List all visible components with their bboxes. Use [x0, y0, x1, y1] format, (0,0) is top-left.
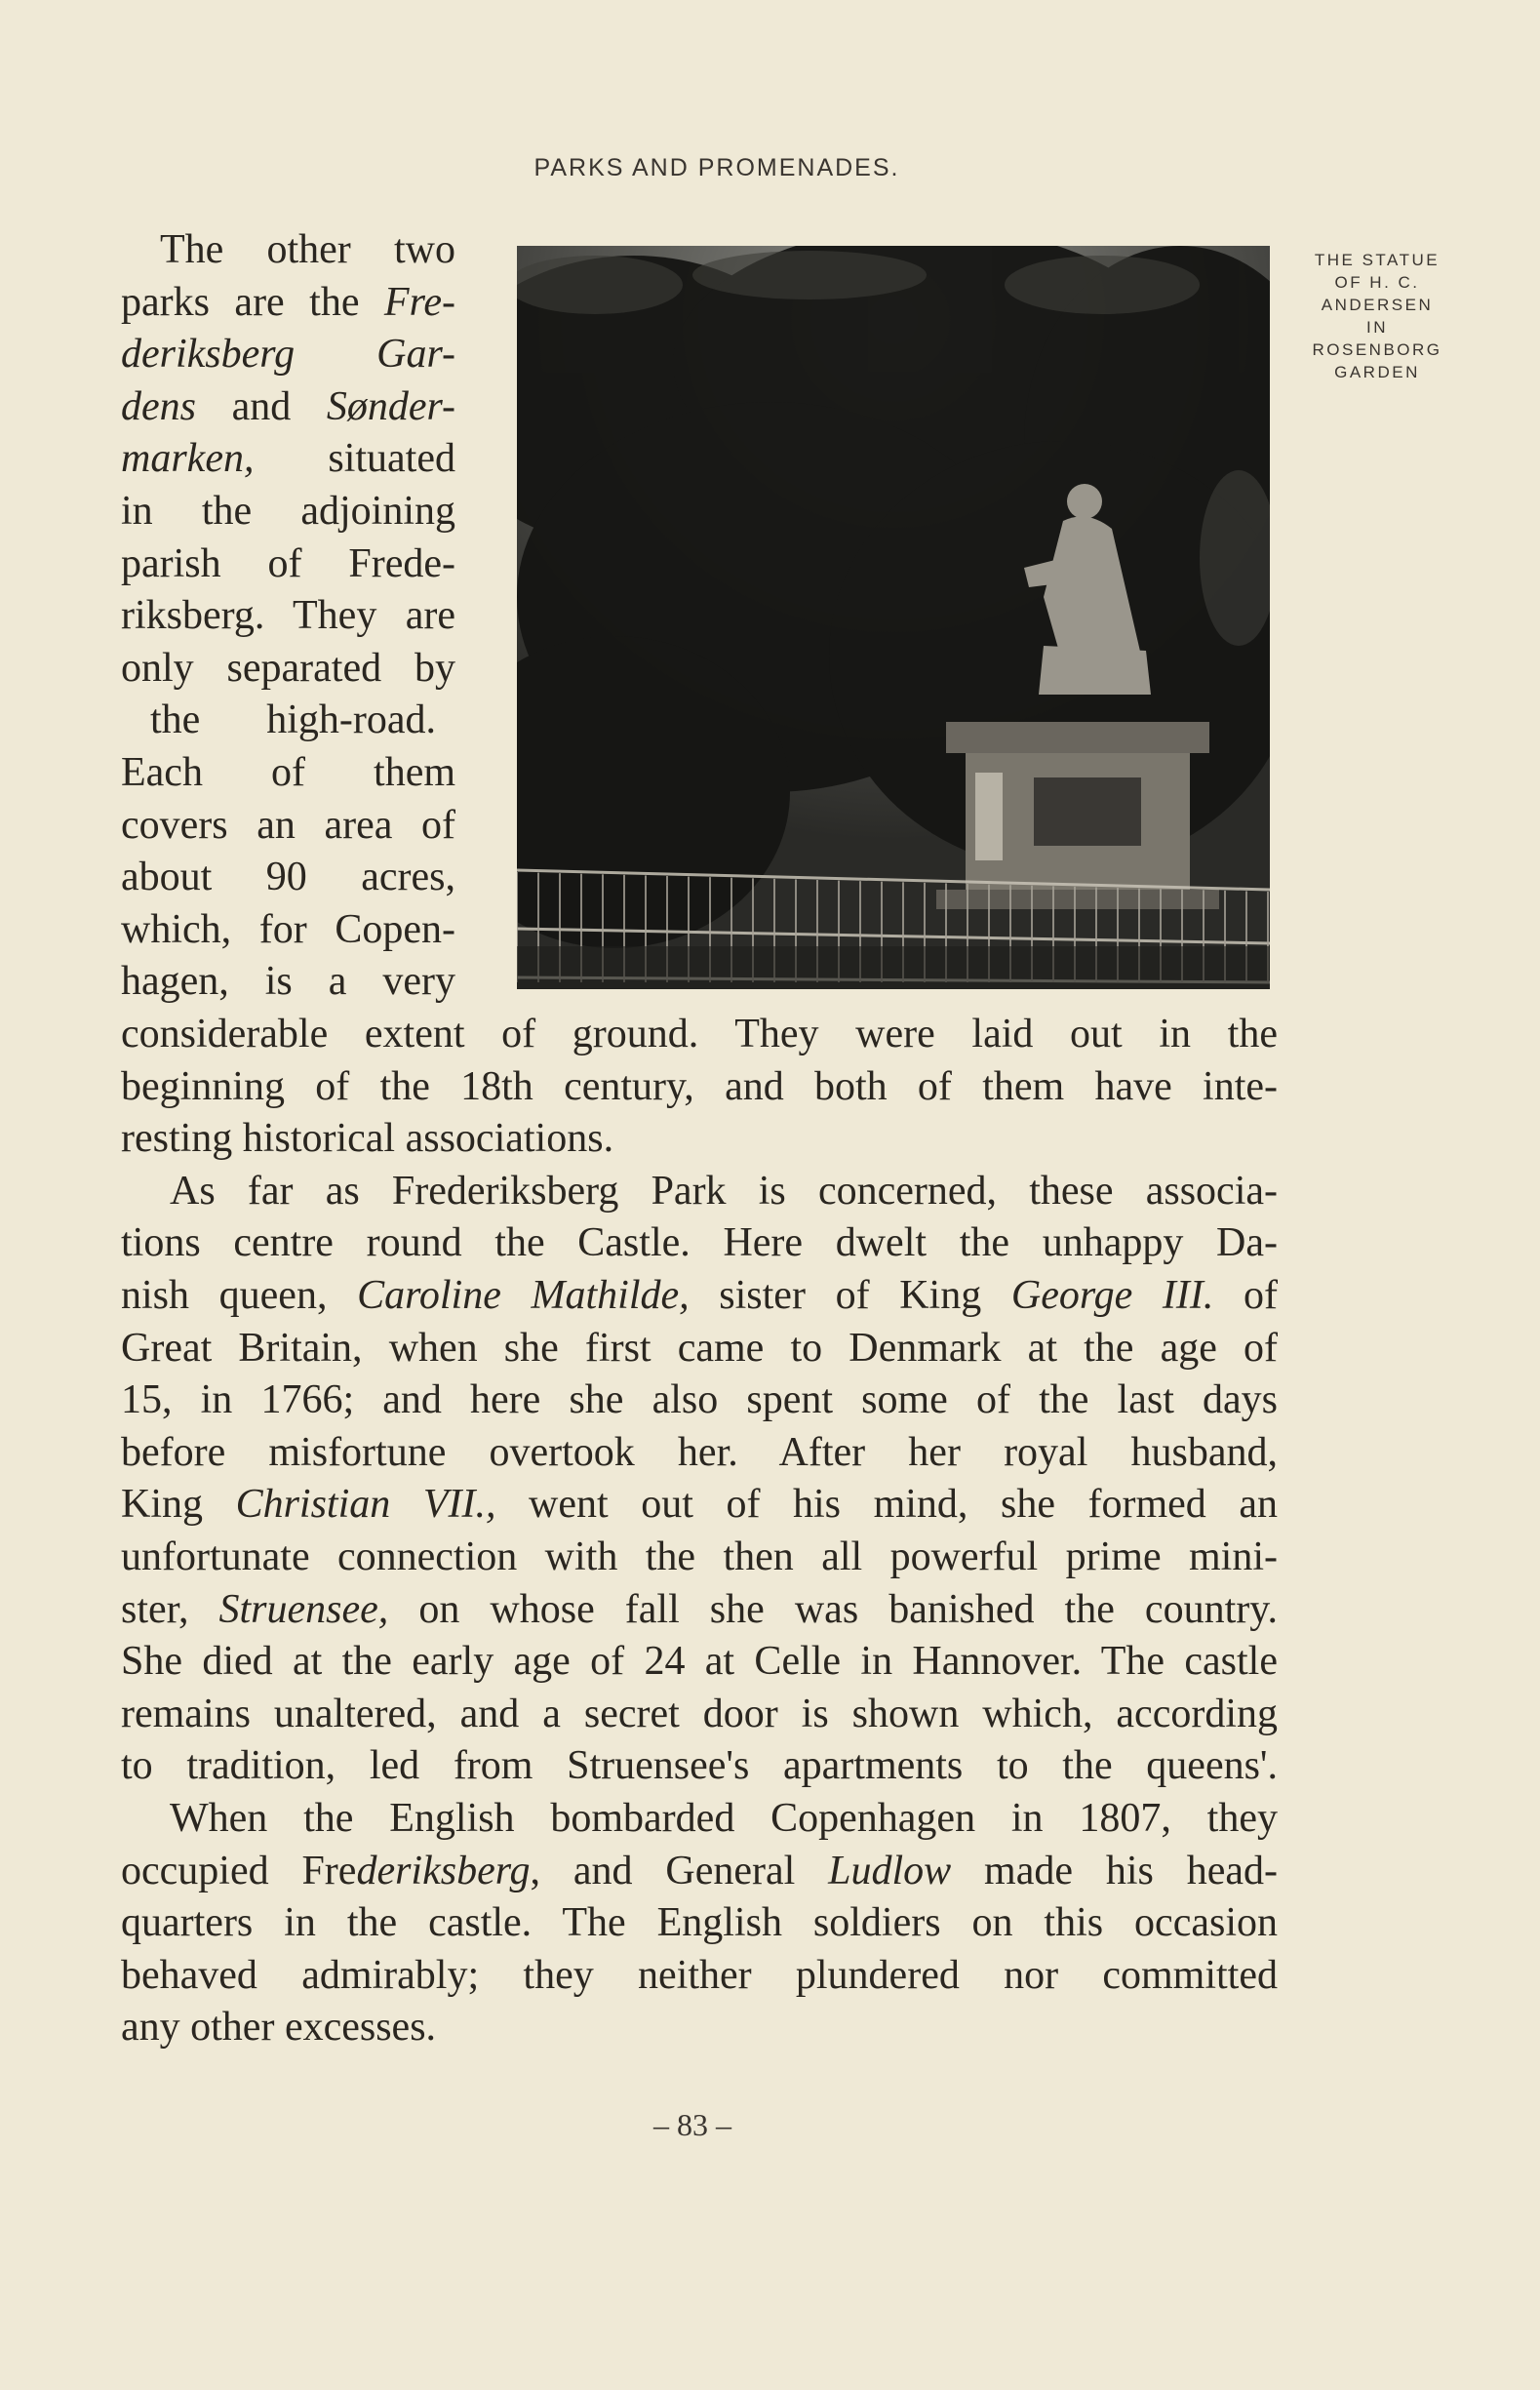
text-line: beginning of the 18th century, and both of them have inte-	[121, 1063, 1278, 1109]
text-line: behaved admirably; they neither plundered nor committed	[121, 1952, 1278, 1998]
caption-line: OF H. C.	[1334, 273, 1420, 292]
text-line: resting historical associations.	[121, 1116, 614, 1162]
text-line: before misfortune overtook her. After her royal husband,	[121, 1429, 1278, 1475]
text-line: occupied Frederiksberg, and General Ludlow made his head-	[121, 1848, 1278, 1893]
caption-line: THE STATUE	[1314, 251, 1441, 269]
text-line: the high-road.	[150, 697, 436, 743]
body-text	[121, 1009, 1278, 2054]
text-line: only separated by	[121, 645, 455, 691]
text-line: to tradition, led from Struensee's apartments to the queens'.	[121, 1743, 1278, 1789]
text-line: She died at the early age of 24 at Celle in Hannover. The castle	[121, 1639, 1278, 1685]
text-line: As far as Frederiksberg Park is concerned, these associa-	[170, 1168, 1278, 1214]
text-line: quarters in the castle. The English soldiers on this occasion	[121, 1900, 1278, 1946]
text-line: covers an area of	[121, 802, 455, 848]
page-number: – 83 –	[653, 2107, 731, 2142]
text-line: King Christian VII., went out of his mind, she formed an	[121, 1482, 1279, 1528]
text-line: about 90 acres,	[121, 855, 455, 900]
text-line: hagen, is a very	[121, 959, 455, 1005]
text-line: riksberg. They are	[121, 593, 455, 639]
text-line: considerable extent of ground. They were laid out in the	[121, 1012, 1278, 1056]
running-head: PARKS AND PROMENADES.	[533, 154, 900, 181]
text-line: parks are the Fre-	[121, 279, 455, 325]
wrapped-text-column	[121, 224, 455, 1009]
text-line: in the adjoining	[121, 488, 455, 534]
text-line: remains unaltered, and a secret door is shown which, according	[121, 1691, 1278, 1736]
text-line: any other excesses.	[121, 2005, 437, 2051]
text-line: tions centre round the Castle. Here dwelt the unhappy Da-	[121, 1220, 1278, 1266]
text-line: Each of them	[121, 749, 455, 795]
caption-line: ANDERSEN	[1321, 296, 1434, 314]
text-line: deriksberg Gar-	[121, 332, 455, 378]
text-line: parish of Frede-	[121, 540, 455, 586]
text-line: ster, Struensee, on whose fall she was banished the country.	[121, 1586, 1278, 1632]
text-line: nish queen, Caroline Mathilde, sister of King George III. of	[121, 1272, 1278, 1318]
text-line: The other two	[160, 227, 455, 272]
text-line: Great Britain, when she first came to Denmark at the age of	[121, 1325, 1278, 1371]
text-line: marken, situated	[121, 436, 455, 482]
text-line: unfortunate connection with the then all powerful prime mini-	[121, 1534, 1278, 1579]
figure-caption	[1289, 249, 1465, 383]
text-line: dens and Sønder-	[121, 383, 455, 429]
text-line: 15, in 1766; and here she also spent some of the last days	[121, 1377, 1278, 1423]
caption-line: ROSENBORG	[1312, 340, 1442, 359]
statue-photograph	[517, 246, 1270, 989]
caption-line: IN	[1366, 318, 1388, 337]
text-line: which, for Copen-	[121, 906, 455, 952]
caption-line: GARDEN	[1334, 363, 1420, 381]
text-line: When the English bombarded Copenhagen in 1807, they	[170, 1795, 1278, 1841]
